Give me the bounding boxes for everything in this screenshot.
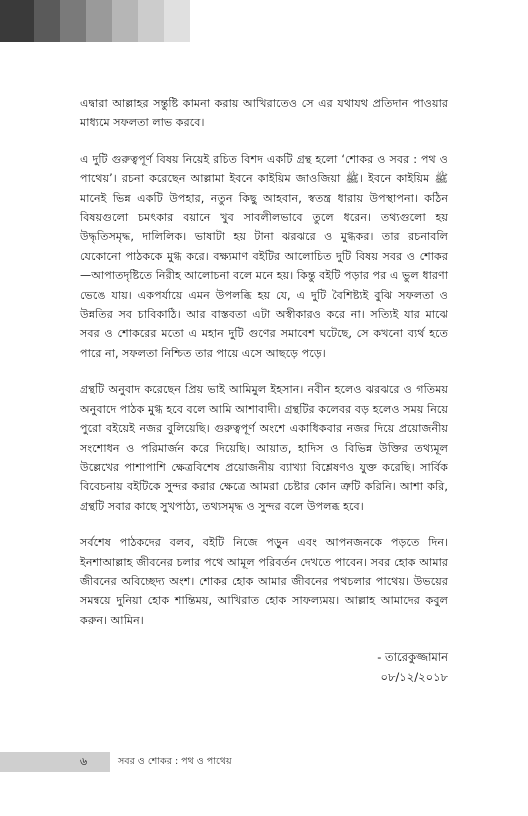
header-bar-6 xyxy=(138,0,164,42)
paragraph-1: এদ্বারা আল্লাহর সন্তুষ্টি কামনা করায় আখিরাতেও সে এর যথাযথ প্রতিদান পাওয়ার মাধ্যমে সফলতা লাভ করবে। xyxy=(80,97,448,130)
paragraph-4: সর্বশেষ পাঠকদের বলব, বইটি নিজে পড়ুন এবং আপনজনকে পড়তে দিন। ইনশাআল্লাহ জীবনের চলার পথে আমূল পরিবর্তন দেখতে পাবেন। সবর হোক আমার জীবনের অবিচ্ছেদ্য অংশ। শোকর হোক আমার জীবনের পথচলার পাথেয়। উভয়ের সমন্বয়ে দুনিয়া হোক শান্তিময়, আখিরাত হোক সাফল্যময়। আল্লাহ আমাদের কবুল করুন। আমিন। xyxy=(80,536,448,627)
paragraph-3: গ্রন্থটি অনুবাদ করেছেন প্রিয় ভাই আমিমুল ইহসান। নবীন হলেও ঝরঝরে ও গতিময় অনুবাদে পাঠক মুগ্ধ হবে বলে আমি আশাবাদী। গ্রন্থটির কলেবর বড় হলেও সময় নিয়ে পুরো বইয়েই নজর বুলিয়েছি। গুরুত্বপূর্ণ অংশে একাধিকবার নজর দিয়ে প্রয়োজনীয় সংশোধন ও পরিমার্জন করে দিয়েছি। আয়াত, হাদিস ও বিভিন্ন উক্তির তথ্যমূল উল্লেখের পাশাপাশি ক্ষেত্রবিশেষ প্রয়োজনীয় ব্যাখ্যা বিশ্লেষণও যুক্ত করেছি। সার্বিক বিবেচনায় বইটিকে সুন্দর করার ক্ষেত্রে আমরা চেষ্টার কোন ত্রুটি করিনি। আশা করি, গ্রন্থটি সবার কাছে সুখপাঠ্য, তথ্যসমৃদ্ধ ও সুন্দর বলে উপলব্ধ হবে। xyxy=(80,383,448,513)
header-bar-2 xyxy=(34,0,60,42)
paragraph-2: এ দুটি গুরুত্বপূর্ণ বিষয় নিয়েই রচিত বিশদ একটি গ্রন্থ হলো ‘শোকর ও সবর : পথ ও পাথেয়’। রচনা করেছেন আল্লামা ইবনে কাইয়িম জাওজিয়া ﷺ। ইবনে কাইয়িম ﷺ মানেই ভিন্ন একটি উপহার, নতুন কিছু আহবান, স্বতন্ত্র ধারায় উপস্থাপনা। কঠিন বিষয়গুলো চমৎকার বয়ানে খুব সাবলীলভাবে তুলে ধরেন। তথ্যগুলো হয় উদ্ধৃতিসমৃদ্ধ, দালিলিক। ভাষাটা হয় টানা ঝরঝরে ও মুগ্ধকর। তার রচনাবলি যেকোনো পাঠককে মুগ্ধ করে। বক্ষ্যমাণ বইটির আলোচিত দুটি বিষয় সবর ও শোকর—আপাতদৃষ্টিতে নিরীহ আলোচনা বলে মনে হয়। কিন্তু বইটি পড়ার পর এ ভুল ধারণা ভেঙে যায়। একপর্যায়ে এমন উপলব্ধি হয় যে, এ দুটি বৈশিষ্ট্যই বুঝি সফলতা ও উন্নতির সব চাবিকাঠি। আর বাস্তবতা এটা অস্বীকারও করে না। সত্যিই যার মাঝে সবর ও শোকরের মতো এ মহান দুটি গুণের সমাবেশ ঘটেছে, সে কখনো ব্যর্থ হতে পারে না, সফলতা নিশ্চিত তার পায়ে এসে আছড়ে পড়ে। xyxy=(80,152,448,360)
header-bar-5 xyxy=(112,0,138,42)
body-text xyxy=(80,94,448,687)
signature-date: ০৮/১২/২০১৮ xyxy=(380,670,448,685)
footer-bar xyxy=(0,752,110,772)
running-title: সবর ও শোকর : পথ ও পাথেয় xyxy=(118,756,232,767)
page-footer xyxy=(0,752,528,772)
page-number: ৬ xyxy=(80,755,88,768)
header-bar-3 xyxy=(60,0,86,42)
header-decoration xyxy=(0,0,190,42)
author-name: - তারেকুজ্জামান xyxy=(377,650,448,665)
signature-block xyxy=(80,647,448,687)
header-bar-4 xyxy=(86,0,112,42)
header-bar-7 xyxy=(164,0,190,42)
header-bar-1 xyxy=(0,0,34,42)
